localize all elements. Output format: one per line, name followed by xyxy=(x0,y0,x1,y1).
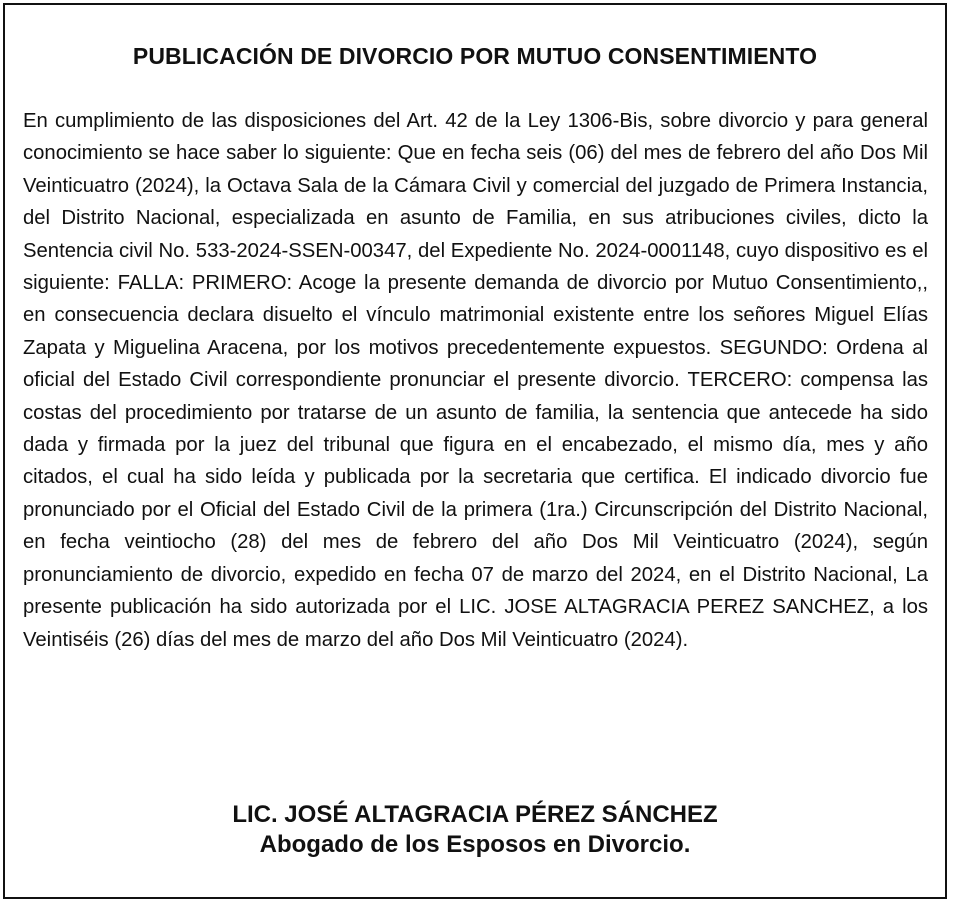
notice-title: PUBLICACIÓN DE DIVORCIO POR MUTUO CONSENTIMIENTO xyxy=(132,43,818,69)
legal-notice-box xyxy=(3,3,947,899)
signature-block xyxy=(5,800,945,860)
signature-name: LIC. JOSÉ ALTAGRACIA PÉREZ SÁNCHEZ xyxy=(232,801,718,828)
signature-role: Abogado de los Esposos en Divorcio. xyxy=(259,831,691,858)
notice-body: En cumplimiento de las disposiciones del Art. 42 de la Ley 1306-Bis, sobre divorcio y para general conocimiento se hace saber lo siguiente: Que en fecha seis (06) del mes de febrero del año Dos Mil Veinticuatro (2024), la Octava Sala de la Cámara Civil y comercial del juzgado de Primera Instancia, del Distrito Nacional, especializada en asunto de Familia, en sus atribuciones civiles, dicto la Sentencia civil No. 533-2024-SSEN-00347, del Expediente No. 2024-0001148, cuyo dispositivo es el siguiente: FALLA: PRIMERO: Acoge la presente demanda de divorcio por Mutuo Consentimiento,, en consecuencia declara disuelto el vínculo matrimonial existente entre los señores Miguel Elías Zapata y Miguelina Aracena, por los motivos precedentemente expuestos. SEGUNDO: Ordena al oficial del Estado Civil correspondiente pronunciar el presente divorcio. TERCERO: compensa las costas del procedimiento por tratarse de un asunto de familia, la sentencia que antecede ha sido dada y firmada por la juez del tribunal que figura en el encabezado, el mismo día, mes y año citados, el cual ha sido leída y publicada por la secretaria que certifica. El indicado divorcio fue pronunciado por el Oficial del Estado Civil de la primera (1ra.) Circunscripción del Distrito Nacional, en fecha veintiocho (28) del mes de febrero del año Dos Mil Veinticuatro (2024), según pronunciamiento de divorcio, expedido en fecha 07 de marzo del 2024, en el Distrito Nacional, La presente publicación ha sido autorizada por el LIC. JOSE ALTAGRACIA PEREZ SANCHEZ, a los Veintiséis (26) días del mes de marzo del año Dos Mil Veinticuatro (2024). xyxy=(23,110,928,651)
